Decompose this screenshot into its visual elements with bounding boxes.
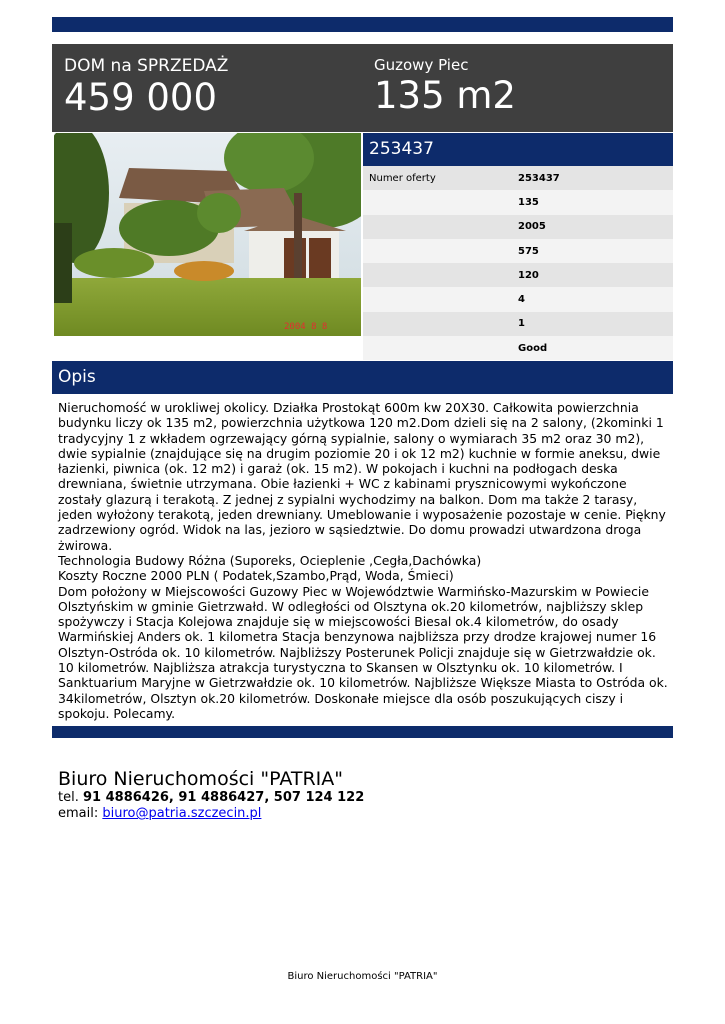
offer-city: Guzowy Piec [374, 56, 469, 74]
email-label: email: [58, 806, 99, 821]
header-right [374, 56, 516, 118]
param-value: 4 [518, 294, 525, 306]
offer-area: 135 m2 [374, 74, 516, 117]
house-photo [54, 133, 361, 336]
description-title: Opis [52, 361, 673, 394]
offer-id-title: 253437 [363, 133, 673, 166]
param-value: 253437 [518, 172, 560, 184]
email-link[interactable]: biuro@patria.szczecin.pl [102, 806, 262, 821]
bottom-accent-bar [52, 726, 673, 738]
param-value: 135 [518, 196, 539, 208]
params-row [363, 239, 673, 263]
param-value: 575 [518, 245, 539, 257]
header-left [64, 56, 228, 120]
params-row [363, 166, 673, 190]
params-row [363, 190, 673, 214]
param-value: 1 [518, 318, 525, 330]
description-paragraph: Koszty Roczne 2000 PLN ( Podatek,Szambo,Prąd, Woda, Śmieci) [58, 568, 454, 584]
offer-price: 459 000 [64, 76, 218, 119]
agency-name: Biuro Nieruchomości "PATRIA" [58, 768, 344, 790]
photo-date-stamp: 2004 8 8 [284, 322, 328, 332]
param-label: Numer oferty [369, 172, 436, 184]
description-paragraph: Technologia Budowy Różna (Suporeks, Ocieplenie ,Cegła,Dachówka) [58, 552, 482, 568]
offer-header [52, 44, 673, 132]
description-text [58, 400, 670, 721]
page-footer: Biuro Nieruchomości "PATRIA" [287, 971, 438, 982]
param-value: 2005 [518, 221, 546, 233]
params-row [363, 287, 673, 311]
agency-email-line [58, 806, 364, 822]
param-value: 120 [518, 269, 539, 281]
top-accent-bar [52, 17, 673, 32]
offer-type: DOM na SPRZEDAŻ [64, 56, 229, 76]
params-row [363, 215, 673, 239]
param-value: Good [518, 342, 548, 354]
params-row [363, 263, 673, 287]
agency-phone-line [58, 790, 364, 806]
description-paragraph: Nieruchomość w urokliwej okolicy. Działka Prostokąt 600m kw 20X30. Całkowita powierzchnia budynku liczy ok 135 m2, powierzchnia użytkowa 120 m2.Dom dzieli się na 2 salony, (2kominki 1 tradycyjny 1 z wkładem ogrzewający górną sypialnie, salony o wymiarach 35 m2 oraz 30 m2), dwie sypialnie (znajdujące się na drugim poziomie 20 i ok 12 m2) kuchnie w formie aneksu, dwie łazienki, piwnica (ok. 12 m2) i garaż (ok. 15 m2). W pokojach i kuchni na podłogach deska drewniana, świetnie utrzymana. Obie łazienki + WC z kabinami prysznicowymi wykończone zostały glazurą i terakotą. Z jednej z sypialni wychodzimy na balkon. Dom ma także 2 tarasy, jeden wyłożony terakotą, jeden drewniany. Umeblowanie i wyposażenie pozostaje w cenie. Piękny zadrzewiony ogród. Widok na las, jezioro w sąsiedztwie. Do domu prowadzi utwardzona droga żwirowa. [58, 400, 666, 553]
description-paragraph: Dom położony w Miejscowości Guzowy Piec w Województwie Warmińsko-Mazurskim w Powiecie Olsztyńskim w gminie Gietrzwałd. W odległości od Olsztyna ok.20 kilometrów, najbliższy sklep spożywczy i Stacja Kolejowa znajduje się w miejscowości Biesal ok.4 kilometrów, do osady Warmińskiej Anders ok. 1 kilometra Stacja benzynowa najbliższa przy drodze krajowej numer 16 Olsztyn-Ostróda ok. 10 kilometrów. Najbliższy Posterunek Policji znajduje się w Gietrzwałdzie ok. 10 kilometrów. Najbliższa atrakcja turystyczna to Skansen w Olsztynku ok. 10 kilometrów. I Sanktuarium Maryjne w Gietrzwałdzie ok. 10 kilometrów. Najbliższe Większe Miasta to Ostróda ok. 34kilometrów, Olsztyn ok.20 kilometrów. Doskonałe miejsce dla osób poszukujących ciszy i spokoju. Polecamy. [58, 583, 668, 721]
phone-numbers: 91 4886426, 91 4886427, 507 124 122 [82, 790, 365, 805]
house-photo-illustration [54, 133, 361, 336]
phone-label: tel. [58, 790, 79, 805]
params-table [363, 166, 673, 360]
params-row [363, 312, 673, 336]
agency-contact [58, 768, 364, 822]
params-row [363, 336, 673, 360]
